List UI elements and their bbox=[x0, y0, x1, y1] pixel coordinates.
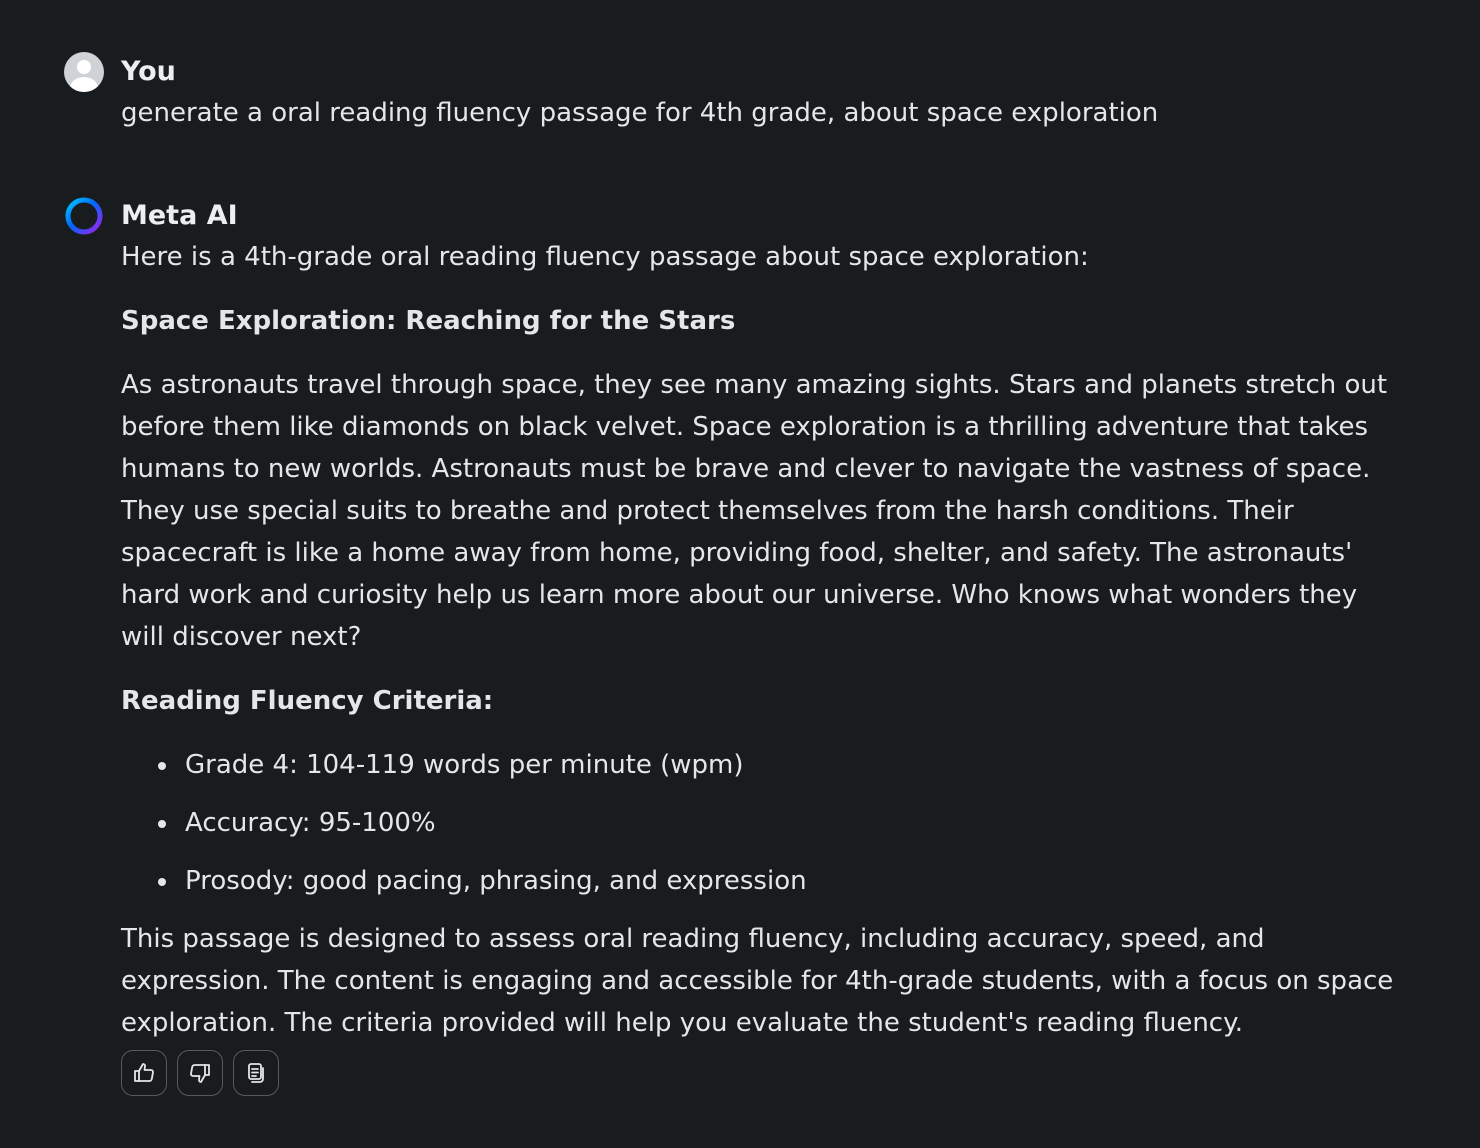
thumbs-down-icon bbox=[188, 1061, 212, 1085]
like-button[interactable] bbox=[121, 1050, 167, 1096]
criteria-heading: Reading Fluency Criteria: bbox=[121, 686, 494, 716]
ai-sender-name: Meta AI bbox=[121, 200, 238, 231]
user-message-text: generate a oral reading fluency passage for 4th grade, about space exploration bbox=[121, 98, 1159, 128]
bullet-icon bbox=[158, 820, 166, 828]
criteria-item bbox=[121, 860, 1408, 902]
ai-message bbox=[64, 196, 1408, 1096]
criteria-item-text: Prosody: good pacing, phrasing, and expression bbox=[185, 866, 807, 896]
thumbs-up-icon bbox=[132, 1061, 156, 1085]
criteria-item bbox=[121, 802, 1408, 844]
criteria-item-text: Accuracy: 95-100% bbox=[185, 808, 436, 838]
bullet-icon bbox=[158, 762, 166, 770]
message-actions bbox=[121, 1050, 1408, 1096]
dislike-button[interactable] bbox=[177, 1050, 223, 1096]
criteria-item-text: Grade 4: 104-119 words per minute (wpm) bbox=[185, 750, 744, 780]
meta-ai-logo-icon bbox=[64, 196, 104, 236]
closing-text: This passage is designed to assess oral reading fluency, including accuracy, speed, and expression. The content is engaging and accessible for 4th-grade students, with a focus on space exploration. The criteria provided will help you evaluate the student's reading fluency. bbox=[121, 924, 1394, 1038]
user-avatar bbox=[64, 52, 104, 92]
criteria-list bbox=[121, 744, 1408, 902]
passage-text: As astronauts travel through space, they see many amazing sights. Stars and planets stretch out before them like diamonds on black velvet. Space exploration is a thrilling adventure that takes humans to new worlds. Astronauts must be brave and clever to navigate the vastness of space. They use special suits to breathe and protect themselves from the harsh conditions. Their spacecraft is like a home away from home, providing food, shelter, and safety. The astronauts' hard work and curiosity help us learn more about our universe. Who knows what wonders they will discover next? bbox=[121, 370, 1388, 652]
user-sender-name: You bbox=[121, 56, 176, 87]
ai-intro-text: Here is a 4th-grade oral reading fluency passage about space exploration: bbox=[121, 242, 1089, 272]
copy-button[interactable] bbox=[233, 1050, 279, 1096]
user-message bbox=[64, 52, 1408, 134]
copy-icon bbox=[244, 1061, 268, 1085]
passage-title: Space Exploration: Reaching for the Stars bbox=[121, 306, 736, 336]
bullet-icon bbox=[158, 878, 166, 886]
criteria-item bbox=[121, 744, 1408, 786]
